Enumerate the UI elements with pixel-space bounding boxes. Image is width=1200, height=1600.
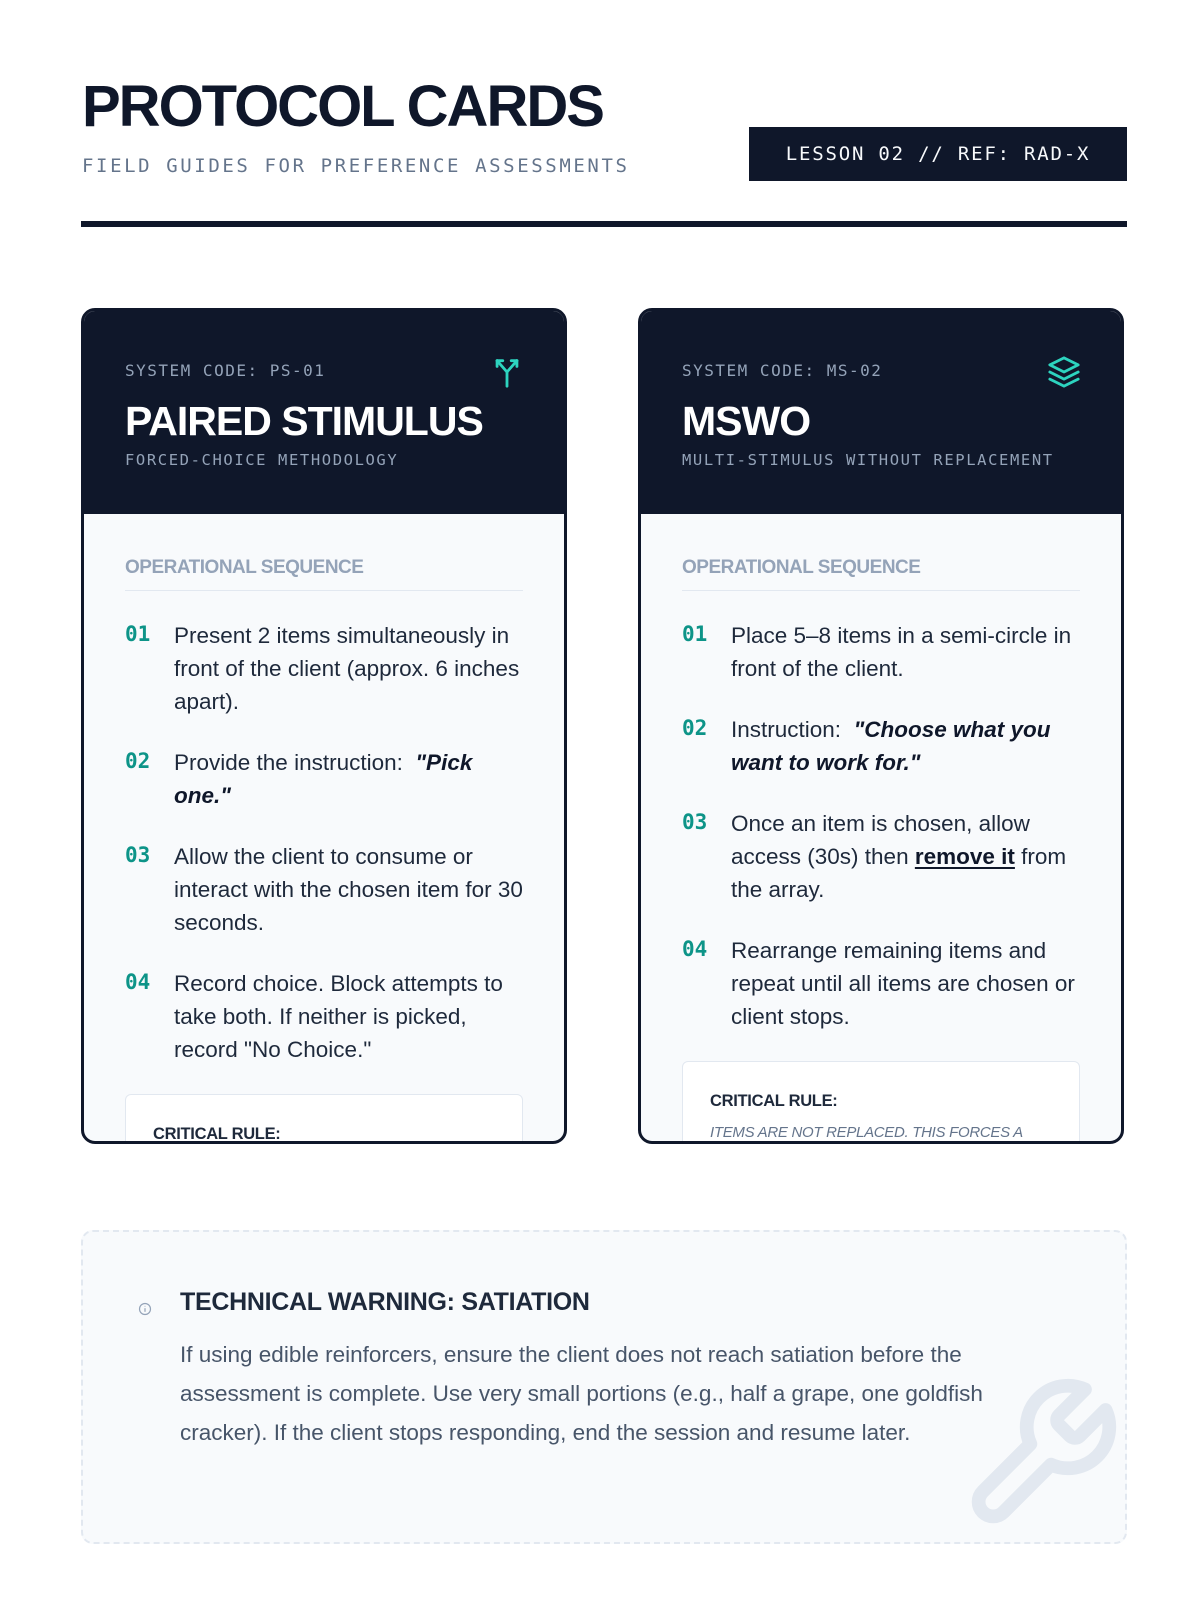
card-header (641, 311, 1121, 514)
step-item (682, 619, 1080, 685)
step-item (125, 967, 523, 1066)
step-text: Place 5–8 items in a semi-circle in front of the client. (731, 623, 1072, 681)
layers-icon (1047, 355, 1081, 389)
split-arrows-icon (490, 355, 524, 389)
step-list (125, 619, 523, 1066)
page-subtitle: FIELD GUIDES FOR PREFERENCE ASSESSMENTS (82, 155, 630, 177)
section-label: OPERATIONAL SEQUENCE (125, 557, 523, 591)
step-text (731, 807, 1080, 906)
step-text: Present 2 items simultaneously in front of the client (approx. 6 inches apart). (174, 623, 520, 714)
step-text (174, 746, 523, 812)
critical-rule-label: CRITICAL RULE: (153, 1125, 281, 1143)
step-number: 02 (125, 749, 151, 773)
step-text-lead: Provide the instruction: (174, 750, 403, 775)
step-number: 03 (682, 810, 708, 834)
card-body (641, 514, 1121, 1144)
step-text: Allow the client to consume or interact with the chosen item for 30 seconds. (174, 844, 523, 935)
step-text: Record choice. Block attempts to take both. If neither is picked, record "No Choice." (174, 971, 503, 1062)
critical-rule-box (682, 1061, 1080, 1144)
critical-rule-text: ITEMS ARE NOT REPLACED. THIS FORCES A (710, 1124, 1023, 1141)
critical-rule-label: CRITICAL RULE: (710, 1092, 838, 1110)
step-number: 01 (125, 622, 151, 646)
step-item (125, 840, 523, 939)
step-number: 02 (682, 716, 708, 740)
step-underline: remove it (914, 844, 1015, 869)
card-title: MSWO (682, 398, 811, 444)
technical-warning-panel (81, 1230, 1127, 1544)
info-icon (138, 1302, 152, 1316)
step-emphasis: "Choose what you want to work for." (731, 717, 1051, 775)
card-title: PAIRED STIMULUS (125, 398, 483, 444)
step-text-lead: Once an item is chosen, allow access (30s) then (731, 811, 1030, 869)
step-item (682, 807, 1080, 906)
page-title: PROTOCOL CARDS (82, 74, 603, 139)
wrench-icon (958, 1372, 1123, 1537)
protocol-card-paired-stimulus (81, 308, 567, 1144)
step-text (731, 713, 1080, 779)
step-item (125, 619, 523, 718)
card-tagline: FORCED-CHOICE METHODOLOGY (125, 451, 399, 469)
lesson-badge: LESSON 02 // REF: RAD-X (749, 127, 1127, 181)
warning-title: TECHNICAL WARNING: SATIATION (180, 1288, 590, 1316)
step-item (682, 713, 1080, 779)
section-label: OPERATIONAL SEQUENCE (682, 557, 1080, 591)
protocol-card-mswo (638, 308, 1124, 1144)
step-text-tail: from the array. (731, 844, 1067, 902)
step-list (682, 619, 1080, 1033)
step-emphasis: "Pick one." (174, 750, 473, 808)
step-item (125, 746, 523, 812)
critical-rule-box (125, 1094, 523, 1144)
card-header (84, 311, 564, 514)
header-divider (81, 221, 1127, 227)
step-number: 01 (682, 622, 708, 646)
system-code: SYSTEM CODE: PS-01 (125, 361, 326, 380)
card-tagline: MULTI-STIMULUS WITHOUT REPLACEMENT (682, 451, 1054, 469)
step-number: 04 (125, 970, 151, 994)
step-text-lead: Instruction: (731, 717, 842, 742)
step-text: Rearrange remaining items and repeat until all items are chosen or client stops. (731, 938, 1075, 1029)
system-code: SYSTEM CODE: MS-02 (682, 361, 883, 380)
warning-text: If using edible reinforcers, ensure the client does not reach satiation before the assessment is complete. Use very small portions (e.g., half a grape, one goldfish cracker). If the client stops responding, end the session and resume later. (180, 1342, 983, 1445)
step-item (682, 934, 1080, 1033)
card-body (84, 514, 564, 1144)
step-number: 04 (682, 937, 708, 961)
step-number: 03 (125, 843, 151, 867)
